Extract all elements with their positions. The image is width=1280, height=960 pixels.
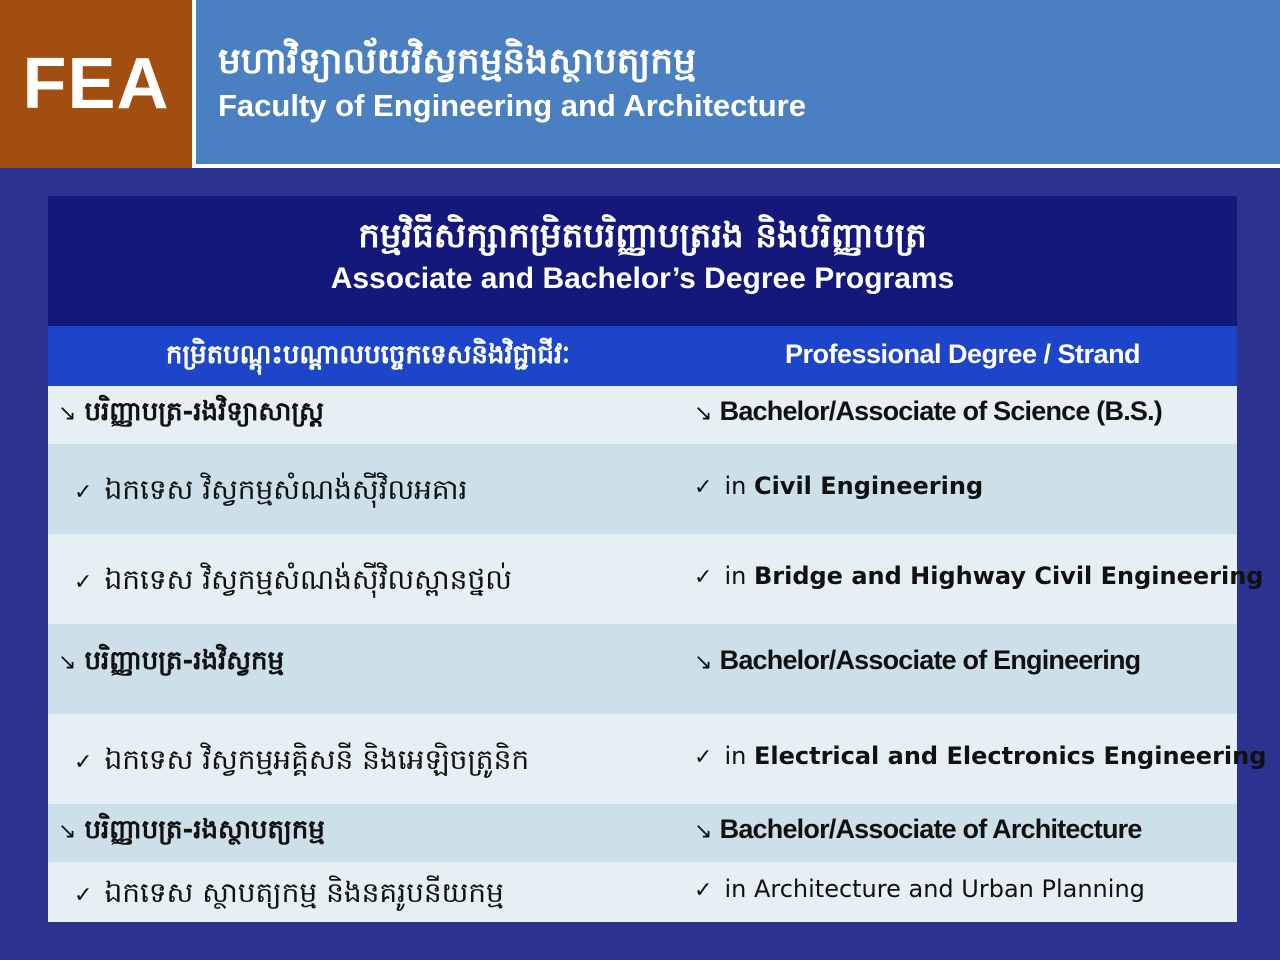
row-right xyxy=(694,814,1142,845)
table-row xyxy=(48,444,1237,534)
programs-panel xyxy=(48,196,1267,922)
row-right-text: Civil Engineering xyxy=(753,472,984,500)
arrow-down-right-icon: ↘ xyxy=(58,650,77,675)
checkmark-icon: ✓ xyxy=(694,565,713,590)
header-bar xyxy=(0,0,1280,168)
table-row xyxy=(48,862,1237,922)
row-right-text: Electrical and Electronics Engineering xyxy=(753,742,1267,770)
checkmark-icon: ✓ xyxy=(694,475,713,500)
panel-title-english: Associate and Bachelor’s Degree Programs xyxy=(330,262,955,295)
checkmark-icon: ✓ xyxy=(694,878,713,903)
logo-text: FEA xyxy=(22,44,170,124)
faculty-title-khmer: មហាវិទ្យាល័យវិស្វកម្មនិងស្ថាបត្យកម្ម xyxy=(218,41,696,82)
row-right xyxy=(694,562,1264,590)
faculty-title-english: Faculty of Engineering and Architecture xyxy=(218,88,806,123)
arrow-down-right-icon: ↘ xyxy=(58,819,77,844)
row-left xyxy=(58,395,324,433)
row-left-text: បរិញ្ញាបត្រ-រងវិទ្យាសាស្ត្រ xyxy=(84,397,324,427)
checkmark-icon: ✓ xyxy=(74,750,93,775)
arrow-down-right-icon: ↘ xyxy=(694,401,712,426)
row-left-text: បរិញ្ញាបត្រ-រងស្ថាបត្យកម្ម xyxy=(84,815,325,845)
row-right-text: Bachelor/Associate of Engineering xyxy=(719,645,1141,675)
row-left xyxy=(74,875,504,916)
row-left-text: ឯកទេស ស្ថាបត្យកម្ម និងនគរូបនីយកម្ម xyxy=(104,876,504,909)
row-right xyxy=(694,396,1162,427)
row-right-text: in Architecture and Urban Planning xyxy=(724,875,1145,903)
row-right-text: Bachelor/Associate of Science (B.S.) xyxy=(719,396,1162,426)
checkmark-icon: ✓ xyxy=(74,480,93,505)
column-header-row xyxy=(48,326,1237,386)
row-right xyxy=(694,472,983,500)
table-row xyxy=(48,714,1267,804)
checkmark-icon: ✓ xyxy=(74,883,93,908)
row-left xyxy=(58,644,284,682)
panel-title-khmer: កម្មវិធីសិក្សាកម្រិតបរិញ្ញាបត្ររង និងបរិញ្ញាបត្រ xyxy=(358,216,927,256)
row-left-text: បរិញ្ញាបត្រ-រងវិស្វកម្ម xyxy=(84,646,285,676)
row-left-text: ឯកទេស វិស្វកម្មអគ្គិសនី និងអេឡិចត្រូនិក xyxy=(104,743,530,776)
arrow-down-right-icon: ↘ xyxy=(58,401,77,426)
arrow-down-right-icon: ↘ xyxy=(694,650,712,675)
row-right xyxy=(694,645,1140,676)
row-right xyxy=(694,742,1266,770)
row-right xyxy=(694,875,1145,903)
column-header-right: Professional Degree / Strand xyxy=(784,339,1141,369)
table-row xyxy=(48,804,1237,862)
arrow-down-right-icon: ↘ xyxy=(694,819,712,844)
table-row xyxy=(48,386,1237,444)
column-header-left: កម្រិតបណ្ដុះបណ្ដាលបច្ចេកទេសនិងវិជ្ជាជីវៈ xyxy=(165,340,571,370)
panel-header xyxy=(48,196,1237,326)
table-row xyxy=(48,534,1264,624)
checkmark-icon: ✓ xyxy=(74,570,93,595)
row-left xyxy=(58,813,325,851)
row-right-prefix: in xyxy=(724,562,747,590)
row-left-text: ឯកទេស វិស្វកម្មសំណង់ស៊ីវិលស្ពានថ្នល់ xyxy=(104,563,512,596)
row-right-text: Bachelor/Associate of Architecture xyxy=(719,814,1142,844)
row-right-prefix: in xyxy=(724,472,747,500)
row-right-text: Bridge and Highway Civil Engineering xyxy=(753,562,1264,590)
row-left xyxy=(74,472,467,513)
table-row xyxy=(48,624,1237,714)
row-right-prefix: in xyxy=(724,742,747,770)
row-left xyxy=(74,562,512,603)
checkmark-icon: ✓ xyxy=(694,745,713,770)
fea-logo xyxy=(0,0,196,168)
row-left xyxy=(74,742,529,783)
row-left-text: ឯកទេស វិស្វកម្មសំណង់ស៊ីវិលអគារ xyxy=(104,473,468,506)
